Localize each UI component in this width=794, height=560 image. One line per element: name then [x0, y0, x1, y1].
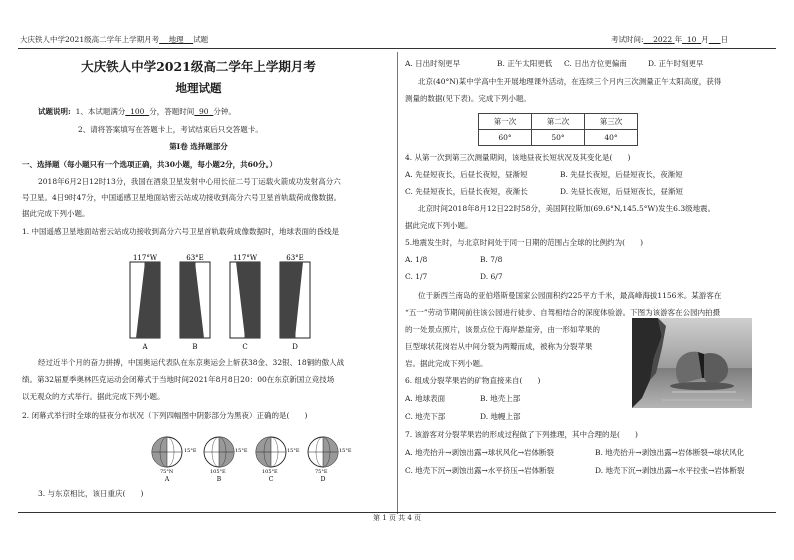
- q3-option-d: D. 正午时刻更早: [648, 59, 704, 68]
- q7-option-a: A. 地壳抬升→剥蚀出露→球状风化→岩体断裂: [405, 448, 555, 457]
- passage-3-line: 测量的数据(见下表)。完成下列小题。: [405, 94, 531, 103]
- panel-b-longitude: 63°E: [186, 254, 204, 262]
- option-a-label: A: [142, 343, 148, 351]
- table-header: 第一次: [479, 114, 532, 130]
- option-c-label: C: [242, 343, 248, 351]
- passage-2-line: 经过近半个月的奋力拼搏，中国奥运代表队在东京奥运会上斩获38金、32银、18铜的傲人战: [38, 358, 345, 367]
- section-heading: 一、选择题（每小题只有一个选项正确，共30小题，每小题2分，共60分。）: [22, 160, 277, 169]
- passage-2-line: 以无观众的方式举行。据此完成下列小题。: [22, 392, 165, 401]
- globe-c-top-label: 15°E: [287, 448, 300, 454]
- panel-d-longitude: 63°E: [286, 254, 304, 262]
- passage-5-line: 的一处景点照片，该景点位于海岸悬崖旁，由一形如苹果的: [405, 325, 600, 334]
- option-a-label: A: [164, 476, 170, 483]
- option-b-label: B: [216, 476, 222, 483]
- globe-d: [308, 437, 352, 483]
- panel-c: [230, 254, 260, 351]
- measurement-table: [478, 113, 638, 146]
- q5-option-b: B. 7/8: [480, 255, 503, 264]
- globe-d-top-label: 15°E: [339, 448, 352, 454]
- header-left: 大庆铁人中学2021级高二学年上学期月考 地理 试题: [20, 35, 209, 44]
- passage-5-line: 巨型球状花岗岩从中间分裂为两瓣而成，被称为分裂苹果: [405, 342, 593, 351]
- passage-1-line: 据此完成下列小题。: [22, 209, 90, 218]
- table-cell: 60°: [479, 130, 532, 146]
- passage-4-line: 北京时间2018年8月12日22时58分，美国阿拉斯加(69.6°N,145.5°W)发生6.3级地震。: [418, 204, 716, 213]
- globe-a: [152, 437, 197, 483]
- q4-option-a: A. 先昼短夜长，后昼长夜短，昼渐短: [405, 170, 528, 179]
- split-apple-rock-photo: [632, 318, 752, 408]
- q7-option-c: C. 地壳下沉→剥蚀出露→水平挤压→岩体断裂: [405, 466, 555, 475]
- table-cell: 50°: [532, 130, 585, 146]
- option-c-label: C: [268, 476, 274, 483]
- page-subtitle: 地理试题: [175, 81, 222, 95]
- passage-1-line: 号卫星。4日9时47分，中国遥感卫星地面站密云站成功接收到高分六号卫星首轨载荷成像数据。: [22, 193, 342, 202]
- header-exam-time: 考试时间: 2022 年 10 月 日: [611, 35, 729, 44]
- option-d-label: D: [320, 476, 326, 483]
- q6-option-b: B. 地壳上部: [480, 394, 521, 403]
- passage-2-line: 绩。第32届夏季奥林匹克运动会闭幕式于当地时间2021年8月8日20：00在东京新国立竞技场: [22, 375, 335, 384]
- question-1: 1. 中国遥感卫星地面站密云站成功接收到高分六号卫星首轨载荷成像数据时，地球表面的昏线是: [22, 227, 340, 236]
- question-2-figure: [150, 432, 360, 484]
- option-d-label: D: [292, 343, 298, 351]
- q4-option-b: B. 先昼长夜短，后昼短夜长，夜渐短: [560, 170, 683, 179]
- panel-a-longitude: 117°W: [132, 254, 158, 262]
- header-subject: 地理: [168, 35, 184, 44]
- q3-option-b: B. 正午太阳更低: [497, 59, 553, 68]
- q3-option-a: A. 日出时刻更早: [405, 59, 461, 68]
- passage-5-line: 岩。据此完成下列小题。: [405, 359, 488, 368]
- question-3: 3. 与东京相比，该日重庆( ): [38, 489, 144, 498]
- table-header: 第二次: [532, 114, 585, 130]
- passage-1-line: 2018年6月2日12时13分，我国在酒泉卫星发射中心用长征二号丁运载火箭成功发射高分六: [38, 177, 341, 186]
- question-1-figure: [125, 252, 325, 352]
- question-2: 2. 闭幕式举行时全球的昼夜分布状况（下列四幅图中阴影部分为黑夜）正确的是( ): [22, 411, 308, 420]
- globe-b: [204, 437, 248, 483]
- q5-option-a: A. 1/8: [405, 255, 428, 264]
- table-header: 第三次: [585, 114, 638, 130]
- passage-3-line: 北京(40°N)某中学高中生开展地理课外活动，在连续三个月内三次测量正午太阳高度，获得: [418, 77, 722, 86]
- q4-option-d: D. 先昼长夜短，后昼短夜长，昼渐短: [560, 187, 684, 196]
- q7-option-d: D. 地壳下沉→剥蚀出露→水平拉张→岩体断裂: [595, 466, 745, 475]
- header-divider: [18, 48, 776, 49]
- panel-b: [180, 254, 210, 351]
- q6-option-d: D. 地幔上部: [480, 412, 521, 421]
- question-5: 5.地震发生时，与北京时间处于同一日期的范围占全球的比例约为( ): [405, 238, 644, 247]
- passage-5-line: 位于新西兰南岛的亚伯塔斯曼国家公园面积约225平方千米，最高峰海拔1156米。某游客在: [418, 291, 722, 300]
- panel-a: [130, 254, 160, 351]
- question-6: 6. 组成分裂苹果岩的矿物直接来自( ): [405, 376, 541, 385]
- globe-a-top-label: 15°E: [184, 448, 197, 454]
- passage-4-line: 据此完成下列小题。: [405, 221, 473, 230]
- q7-option-b: B. 地壳抬升→剥蚀出露→岩体断裂→球状风化: [595, 448, 745, 457]
- globe-d-bottom-label: 75°E: [315, 469, 328, 475]
- section-title: 第Ⅰ卷 选择题部分: [169, 142, 228, 151]
- globe-b-bottom-label: 105°E: [210, 469, 226, 475]
- globe-c: [256, 437, 300, 483]
- option-b-label: B: [192, 343, 198, 351]
- table-cell: 40°: [585, 130, 638, 146]
- instructions-line2: 2、请将答案填写在答题卡上，考试结束后只交答题卡。: [78, 125, 263, 134]
- page-title: 大庆铁人中学2021级高二学年上学期月考: [81, 59, 316, 74]
- panel-d: [280, 254, 310, 351]
- passage-5-line: “五一”劳动节期间前往该公园进行徒步、自驾相结合的深度体验游。下图为该游客在公园内拍摄: [405, 308, 721, 317]
- q4-option-c: C. 先昼短夜长，后昼长夜短，夜渐长: [405, 187, 528, 196]
- instructions-line1: 试题说明: 1、本试题满分 100 分，答题时间 90 分钟。: [38, 107, 236, 116]
- panel-c-longitude: 117°W: [232, 254, 258, 262]
- question-7: 7. 该游客对分裂苹果岩的形成过程做了下列推理，其中合理的是( ): [405, 430, 638, 439]
- globe-b-top-label: 15°E: [235, 448, 248, 454]
- column-divider: [397, 52, 398, 514]
- page-number: 第 1 页 共 4 页: [372, 514, 422, 522]
- q5-option-c: C. 1/7: [405, 272, 428, 281]
- globe-c-bottom-label: 105°E: [262, 469, 278, 475]
- q6-option-c: C. 地壳下部: [405, 412, 446, 421]
- globe-a-bottom-label: 75°N: [160, 469, 174, 475]
- q6-option-a: A. 地球表面: [405, 394, 446, 403]
- question-4: 4. 从第一次到第三次测量期间，该地昼夜长短状况及其变化是( ): [405, 153, 631, 162]
- q3-option-c: C. 日出方位更偏南: [564, 59, 627, 68]
- q5-option-d: D. 6/7: [480, 272, 503, 281]
